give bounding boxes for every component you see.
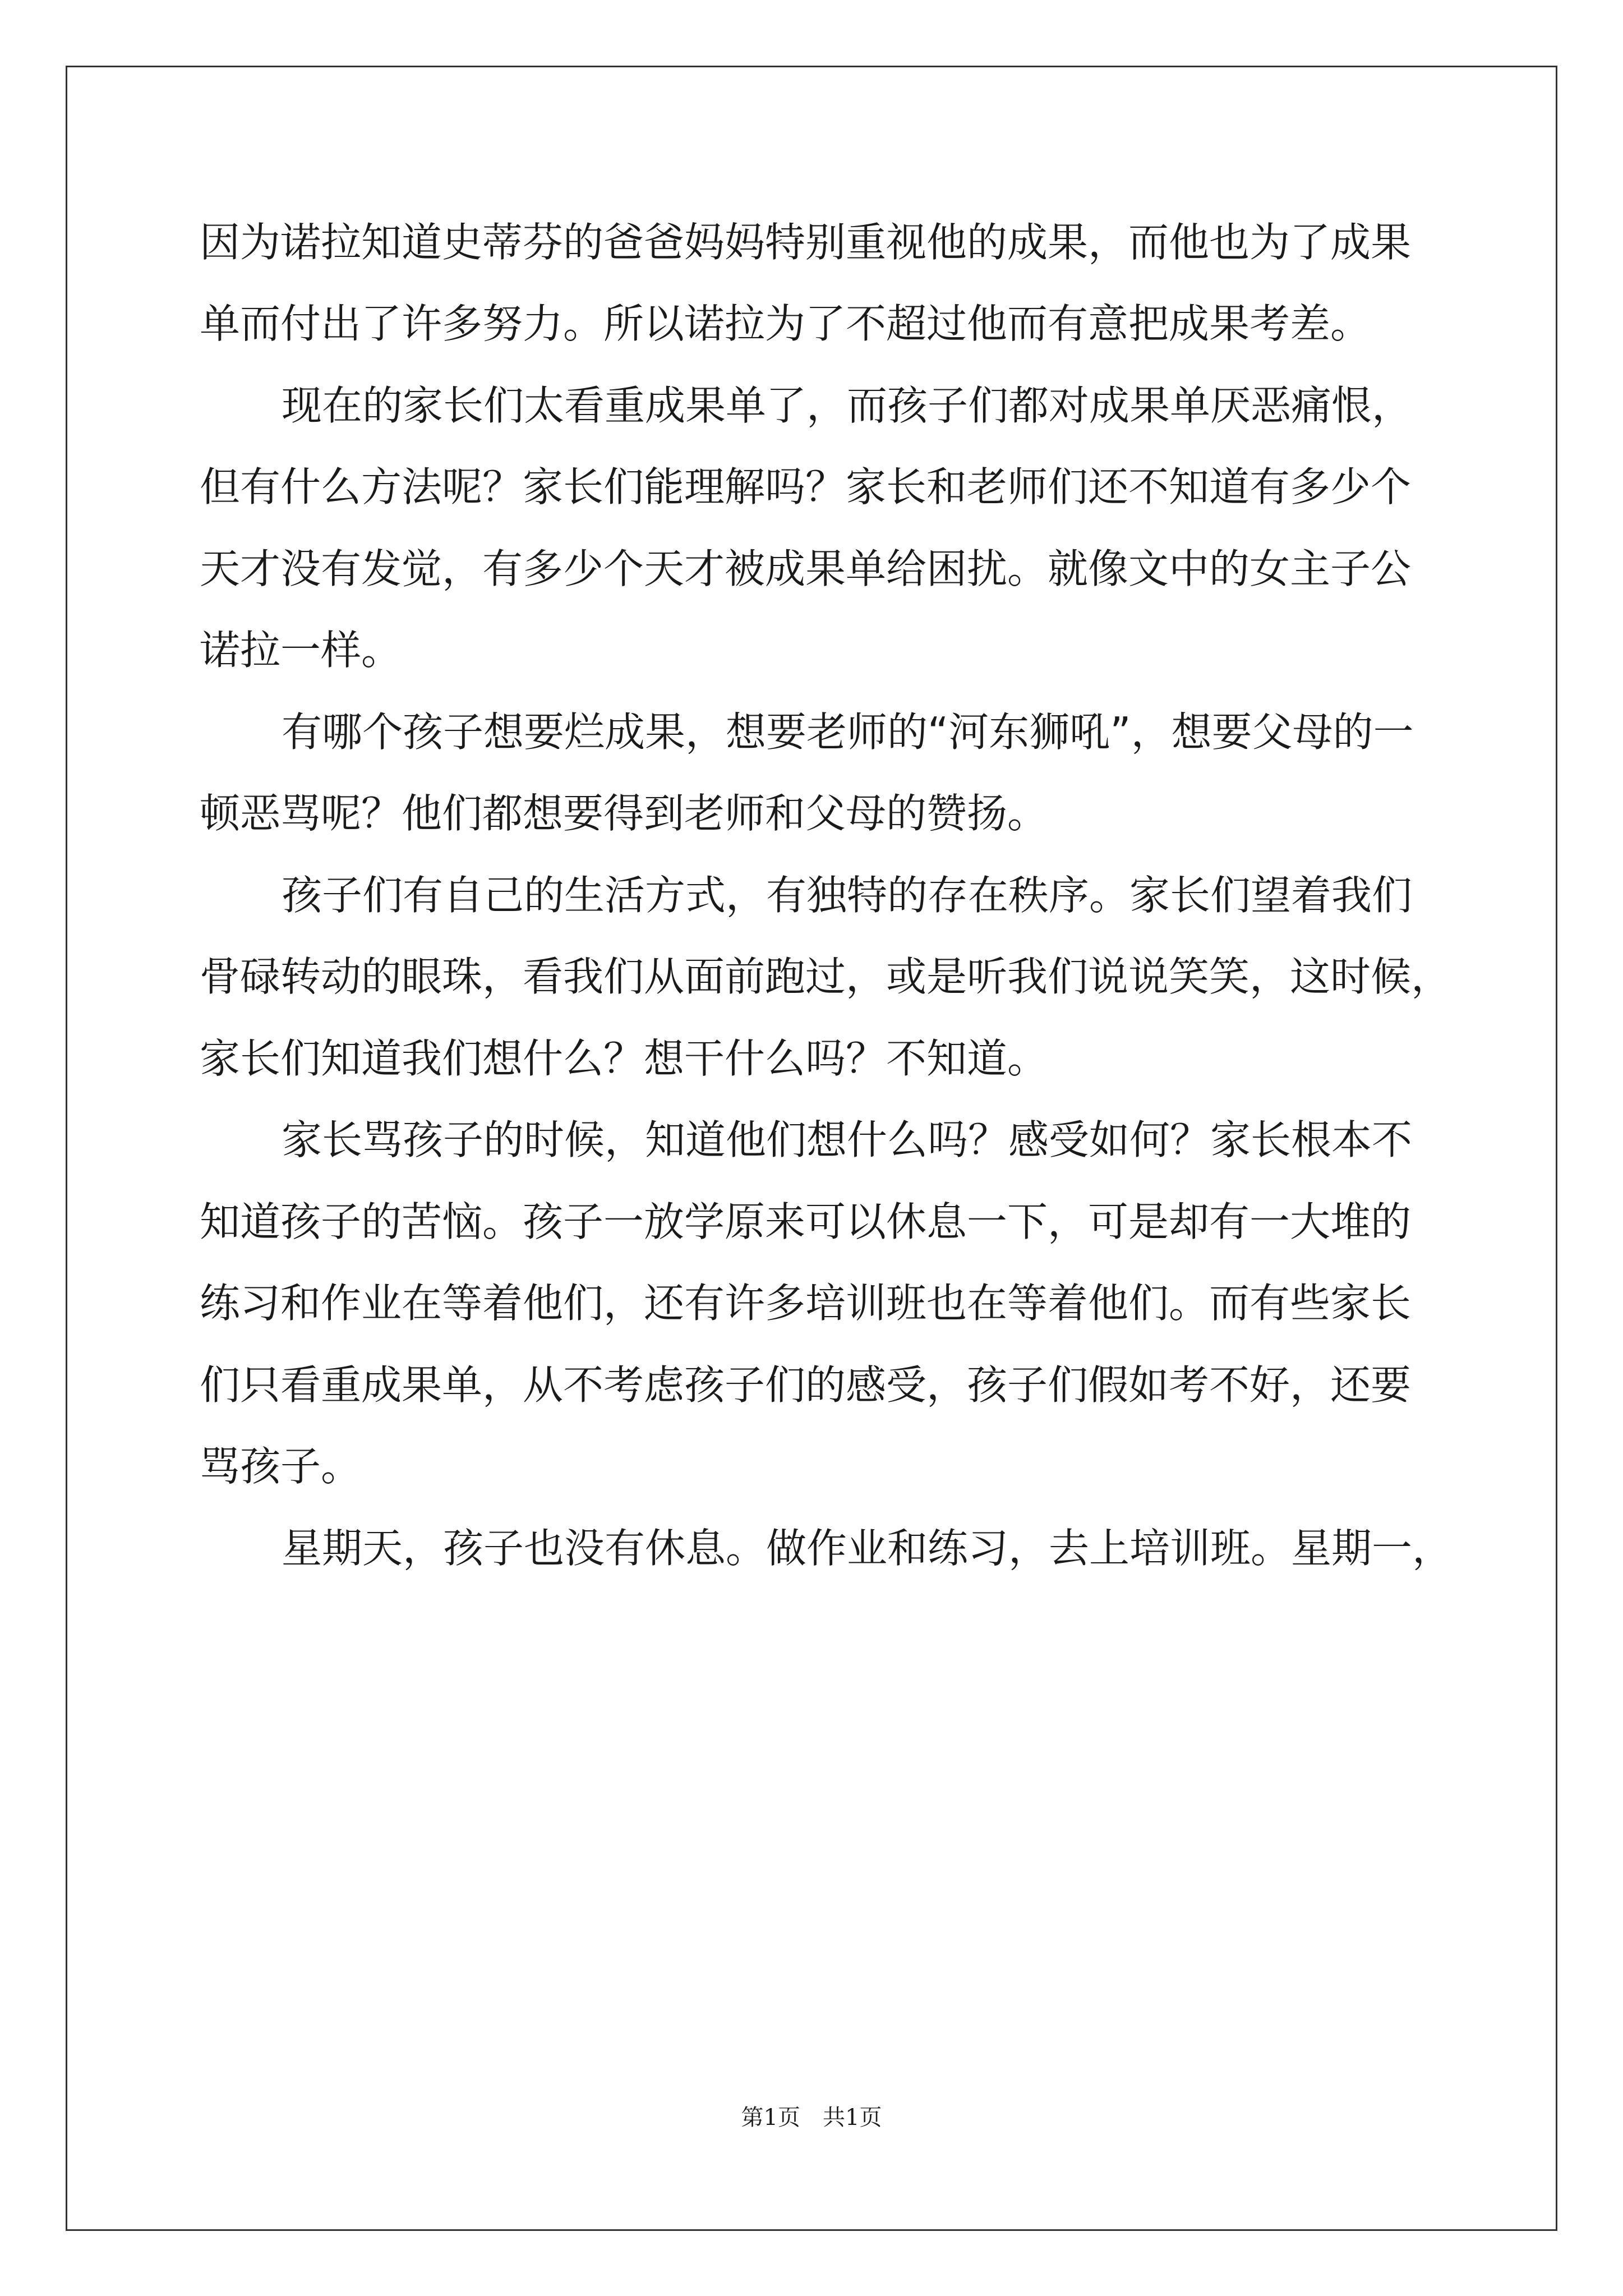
text-line: 知道孩子的苦恼。孩子一放学原来可以休息一下，可是却有一大堆的 — [200, 1198, 1412, 1245]
paragraph-start-line: 家长骂孩子的时候，知道他们想什么吗？感受如何？家长根本不 — [282, 1116, 1413, 1163]
text-line: 诺拉一样。 — [200, 627, 402, 674]
text-line: 但有什么方法呢？家长们能理解吗？家长和老师们还不知道有多少个 — [200, 463, 1412, 510]
text-line: 们只看重成果单，从不考虑孩子们的感受，孩子们假如考不好，还要 — [200, 1361, 1412, 1409]
text-line: 家长们知道我们想什么？想干什么吗？不知道。 — [200, 1035, 1048, 1082]
text-line: 骨碌转动的眼珠，看我们从面前跑过，或是听我们说说笑笑，这时候， — [200, 953, 1452, 1000]
text-line: 练习和作业在等着他们，还有许多培训班也在等着他们。而有些家长 — [200, 1280, 1412, 1327]
text-line: 因为诺拉知道史蒂芬的爸爸妈妈特别重视他的成果，而他也为了成果 — [200, 219, 1412, 266]
page-number-footer: 第1页 共1页 — [741, 2105, 882, 2131]
paragraph-start-line: 星期天，孩子也没有休息。做作业和练习，去上培训班。星期一， — [282, 1525, 1453, 1572]
text-line: 天才没有发觉，有多少个天才被成果单给困扰。就像文中的女主子公 — [200, 545, 1412, 592]
paragraph-start-line: 现在的家长们太看重成果单了，而孩子们都对成果单厌恶痛恨， — [282, 382, 1413, 429]
text-line: 顿恶骂呢？他们都想要得到老师和父母的赞扬。 — [200, 790, 1048, 837]
paragraph-start-line: 孩子们有自己的生活方式，有独特的存在秩序。家长们望着我们 — [282, 872, 1413, 919]
paragraph-start-line: 有哪个孩子想要烂成果，想要老师的“河东狮吼”，想要父母的一 — [282, 708, 1414, 756]
text-line: 单而付出了许多努力。所以诺拉为了不超过他而有意把成果考差。 — [200, 300, 1371, 347]
text-line: 骂孩子。 — [200, 1443, 362, 1490]
